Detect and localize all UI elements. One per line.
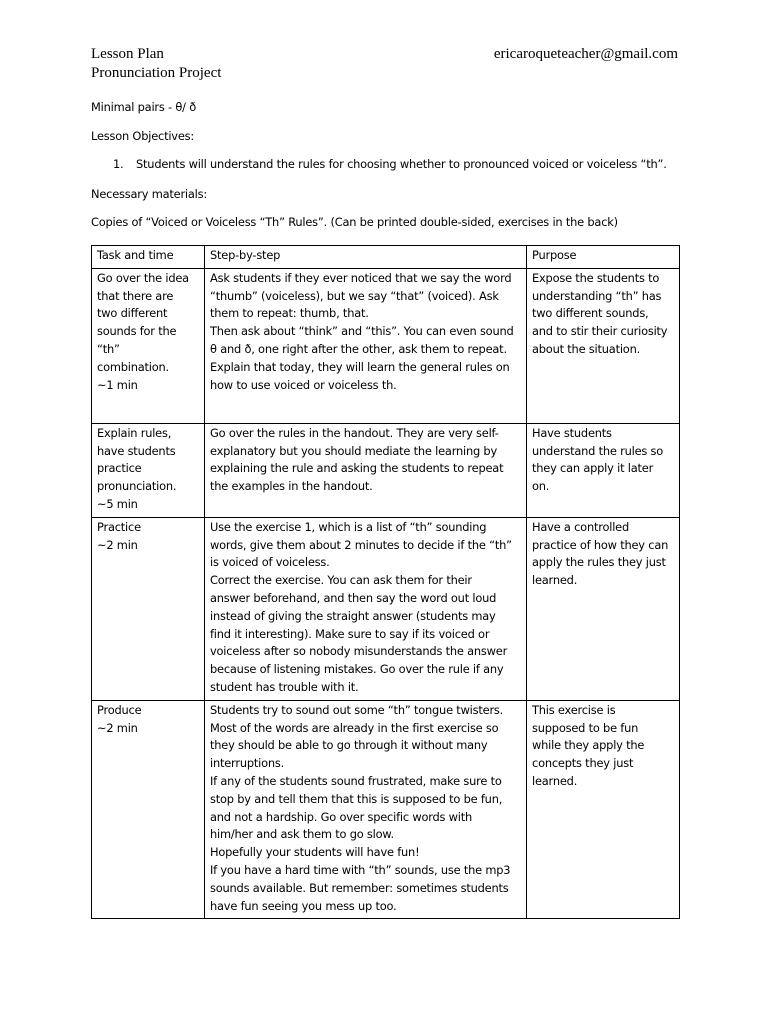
purpose-cell [527, 700, 680, 919]
objective-text: Students will understand the rules for choosing whether to pronounced voiced or voiceless “th”. [136, 157, 667, 171]
objective-number: 1. [113, 157, 124, 171]
task-cell [92, 268, 205, 423]
header-subtitle: Pronunciation Project [91, 65, 222, 81]
header-title: Lesson Plan [91, 46, 164, 62]
task-text: Produce ~2 min [97, 702, 142, 735]
purpose-cell [527, 268, 680, 423]
table-row [92, 700, 680, 919]
steps-text: Students try to sound out some “th” tongue twisters. Most of the words are already in the first exercise so they should be able to go through it without many interruptions. If any of the students sound frustrated, make sure to stop by and tell them that this is supposed to be fun, and not a hardship. Go over specific words with him/her and ask them to go slow. Hopefully your students will have fun! If you have a hard time with “th” sounds, use the mp3 sounds available. But remember: sometimes students have fun seeing you mess up too. [210, 702, 511, 913]
column-header-task: Task and time [92, 246, 205, 269]
purpose-cell [527, 517, 680, 700]
steps-text: Ask students if they ever noticed that we say the word “thumb” (voiceless), but we say “that” (voiced). Ask them to repeat: thumb, that. Then ask about “think” and “this”. You can even sound θ and ð, one right after the other, ask them to repeat. Explain that today, they will learn the general rules on how to use voiced or voiceless th. [210, 270, 514, 392]
task-text: Go over the idea that there are two different sounds for the “th” combination. ~1 min [97, 270, 189, 392]
purpose-text: Have students understand the rules so they can apply it later on. [532, 425, 664, 494]
steps-cell [205, 268, 527, 423]
lesson-topic: Minimal pairs - θ/ ð [91, 100, 196, 114]
column-header-purpose: Purpose [527, 246, 680, 269]
purpose-cell [527, 423, 680, 517]
document-header [91, 45, 221, 83]
table-row [92, 423, 680, 517]
steps-text: Use the exercise 1, which is a list of “th” sounding words, give them about 2 minutes to decide if the “th” is voiced of voiceless. Correct the exercise. You can ask them for their answer beforehand, and then say the word out loud instead of giving the straight answer (students may find it interesting). Make sure to say if its voiced or voiceless after so nobody misunderstands the answer because of listening mistakes. Go over the rule if any student has trouble with it. [210, 519, 512, 694]
table-row [92, 517, 680, 700]
objective-item [113, 157, 667, 171]
task-text: Practice ~2 min [97, 519, 141, 552]
purpose-text: Expose the students to understanding “th” has two different sounds, and to stir their curiosity about the situation. [532, 270, 668, 356]
purpose-text: Have a controlled practice of how they can apply the rules they just learned. [532, 519, 669, 588]
objectives-label: Lesson Objectives: [91, 129, 195, 143]
task-cell [92, 423, 205, 517]
steps-cell [205, 700, 527, 919]
purpose-text: This exercise is supposed to be fun while they apply the concepts they just learned. [532, 702, 645, 788]
lesson-plan-table [91, 245, 680, 919]
materials-label: Necessary materials: [91, 187, 208, 201]
steps-text: Go over the rules in the handout. They are very self- explanatory but you should mediate the learning by explaining the rule and asking the students to repeat the examples in the handout. [210, 425, 504, 494]
task-cell [92, 700, 205, 919]
objectives-list [113, 157, 667, 171]
steps-cell [205, 517, 527, 700]
materials-text: Copies of “Voiced or Voiceless “Th” Rules”. (Can be printed double-sided, exercises in the back) [91, 215, 618, 229]
table-header-row [92, 246, 680, 269]
steps-cell [205, 423, 527, 517]
table-row [92, 268, 680, 423]
task-text: Explain rules, have students practice pronunciation. ~5 min [97, 425, 177, 511]
column-header-steps: Step-by-step [205, 246, 527, 269]
task-cell [92, 517, 205, 700]
header-email: ericaroqueteacher@gmail.com [493, 46, 678, 62]
